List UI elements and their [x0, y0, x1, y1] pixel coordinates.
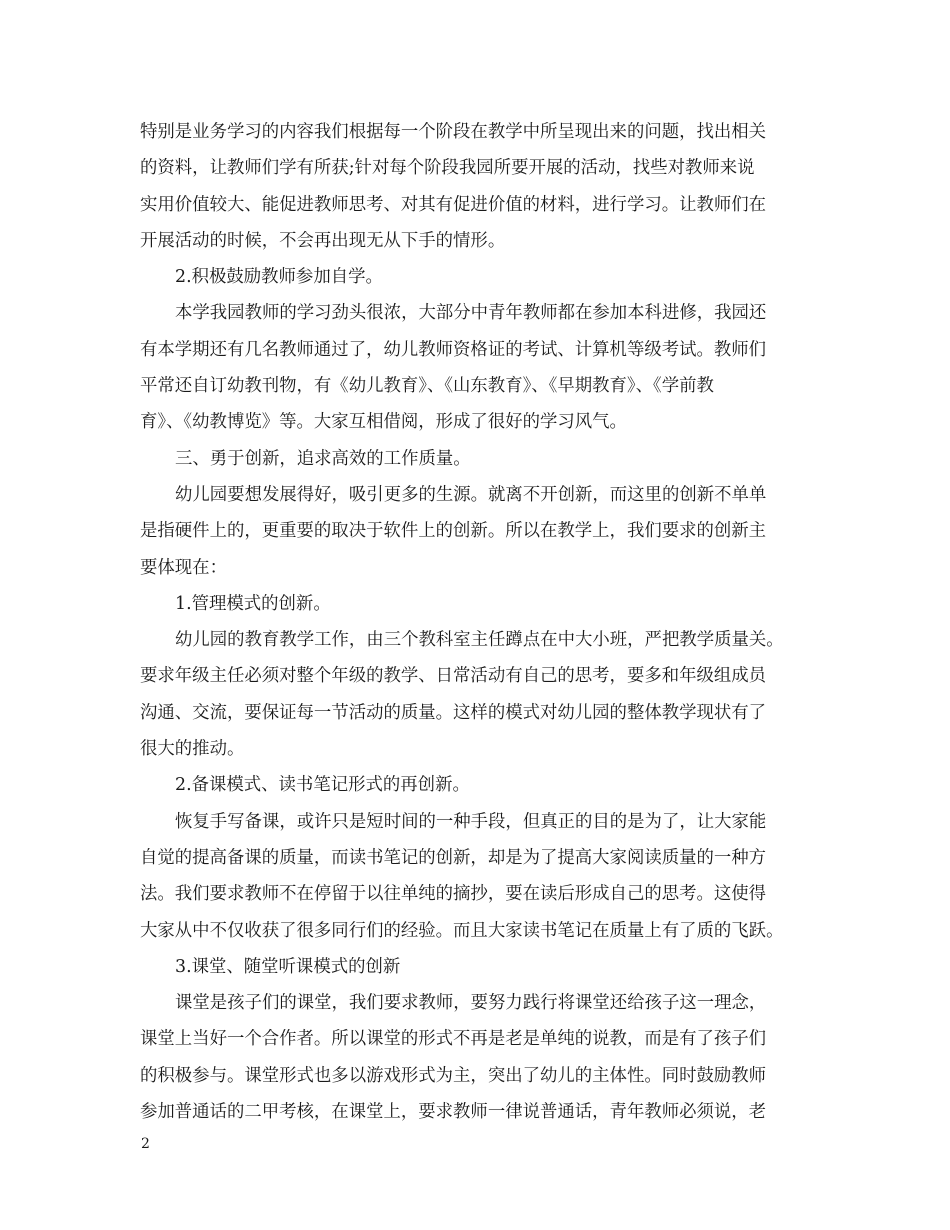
- text-line: 沟通、交流，要保证每一节活动的质量。这样的模式对幼儿园的整体教学现状有了: [140, 702, 767, 723]
- text-line: 平常还自订幼教刊物，有《幼儿教育》、《山东教育》、《早期教育》、《学前教: [140, 376, 714, 397]
- text-line: 三、勇于创新，追求高效的工作质量。: [175, 448, 471, 469]
- text-line: 自觉的提高备课的质量，而读书笔记的创新，却是为了提高大家阅读质量的一种方: [140, 847, 767, 868]
- text-line: 课堂上当好一个合作者。所以课堂的形式不再是老是单纯的说教，而是有了孩子们: [140, 1029, 767, 1050]
- text-line: 要体现在：: [140, 557, 227, 578]
- text-line: 是指硬件上的，更重要的取决于软件上的创新。所以在教学上，我们要求的创新主: [140, 521, 767, 542]
- text-line: 2.积极鼓励教师参加自学。: [175, 267, 383, 288]
- text-line: 1.管理模式的创新。: [175, 593, 331, 614]
- text-line: 本学我园教师的学习劲头很浓，大部分中青年教师都在参加本科进修，我园还: [175, 303, 767, 324]
- text-line: 很大的推动。: [140, 739, 245, 760]
- text-line: 课堂是孩子们的课堂，我们要求教师，要努力践行将课堂还给孩子这一理念，: [175, 993, 767, 1014]
- text-line: 要求年级主任必须对整个年级的教学、日常活动有自己的思考，要多和年级组成员: [140, 666, 767, 687]
- text-line: 特别是业务学习的内容我们根据每一个阶段在教学中所呈现出来的问题，找出相关: [140, 122, 767, 142]
- page-number: 2: [141, 1136, 150, 1152]
- text-line: 育》、《幼教博览》等。大家互相借阅，形成了很好的学习风气。: [140, 412, 627, 433]
- text-line: 有本学期还有几名教师通过了，幼儿教师资格证的考试、计算机等级考试。教师们: [140, 339, 767, 360]
- text-line: 参加普通话的二甲考核，在课堂上，要求教师一律说普通话，青年教师必须说，老: [140, 1102, 767, 1123]
- text-line: 实用价值较大、能促进教师思考、对其有促进价值的材料，进行学习。让教师们在: [140, 194, 767, 215]
- text-line: 3.课堂、随堂听课模式的创新: [175, 956, 401, 977]
- text-line: 大家从中不仅收获了很多同行们的经验。而且大家读书笔记在质量上有了质的飞跃。: [140, 920, 784, 941]
- text-line: 开展活动的时候，不会再出现无从下手的情形。: [140, 230, 506, 251]
- text-line: 法。我们要求教师不在停留于以往单纯的摘抄，要在读后形成自己的思考。这使得: [140, 884, 767, 905]
- text-line: 2.备课模式、读书笔记形式的再创新。: [175, 775, 470, 796]
- text-line: 的积极参与。课堂形式也多以游戏形式为主，突出了幼儿的主体性。同时鼓励教师: [140, 1065, 767, 1086]
- text-line: 的资料，让教师们学有所获;针对每个阶段我园所要开展的活动，找些对教师来说: [140, 158, 755, 179]
- text-line: 恢复手写备课，或许只是短时间的一种手段，但真正的目的是为了，让大家能: [175, 811, 767, 832]
- text-line: 幼儿园要想发展得好，吸引更多的生源。就离不开创新，而这里的创新不单单: [175, 484, 767, 505]
- text-line: 幼儿园的教育教学工作，由三个教科室主任蹲点在中大小班，严把教学质量关。: [175, 630, 784, 651]
- document-body: [140, 114, 830, 1130]
